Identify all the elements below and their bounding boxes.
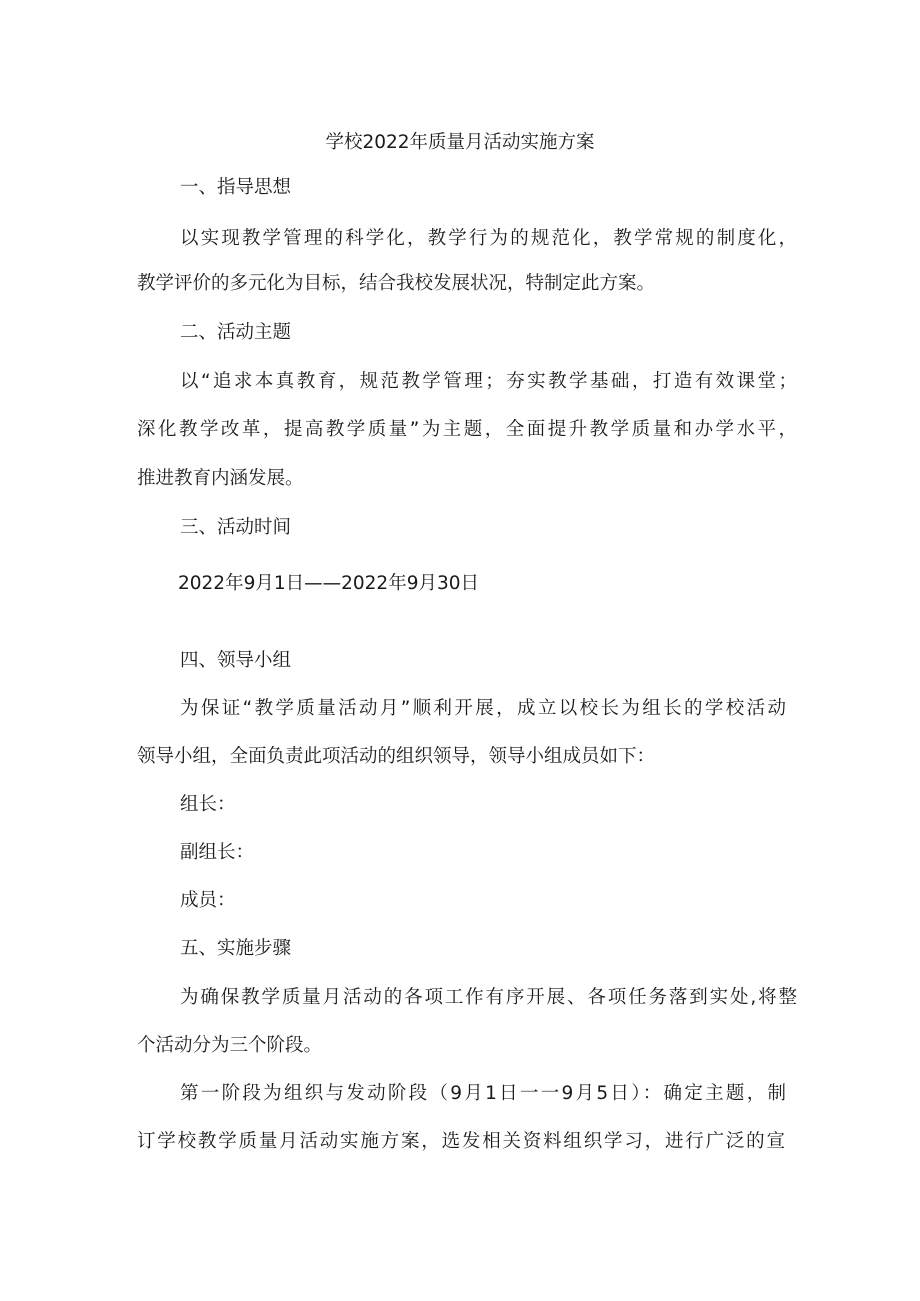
deputy-leader-label: 副组长：: [180, 842, 255, 863]
section-heading-implementation-steps: 五、实施步骤: [180, 938, 292, 959]
activity-date-range: 2022年9月1日——2022年9月30日: [178, 573, 480, 594]
paragraph-line: 为保证“教学质量活动月”顺利开展，成立以校长为组长的学校活动: [180, 698, 786, 719]
paragraph-line: 推进教育内涵发展。: [137, 468, 304, 489]
paragraph-line: 为确保教学质量月活动的各项工作有序开展、各项任务落到实处,将整: [180, 987, 797, 1008]
paragraph-line: 以“追求本真教育，规范教学管理；夯实教学基础，打造有效课堂；: [180, 371, 797, 392]
paragraph-line: 个活动分为三个阶段。: [137, 1035, 323, 1056]
members-label: 成员：: [180, 890, 236, 911]
document-title: 学校2022年质量月活动实施方案: [325, 132, 595, 153]
section-heading-activity-theme: 二、活动主题: [180, 322, 292, 343]
paragraph-line: 深化教学改革，提高教学质量”为主题，全面提升教学质量和办学水平，: [137, 419, 797, 440]
section-heading-guiding-ideology: 一、指导思想: [180, 177, 292, 198]
section-heading-activity-time: 三、活动时间: [180, 517, 292, 538]
group-leader-label: 组长：: [180, 794, 236, 815]
paragraph-line: 第一阶段为组织与发动阶段（9月1日一一9月5日）：确定主题，制: [180, 1083, 786, 1104]
paragraph-line: 订学校教学质量月活动实施方案，选发相关资料组织学习，进行广泛的宣: [137, 1131, 785, 1152]
paragraph-line: 以实现教学管理的科学化，教学行为的规范化，教学常规的制度化，: [180, 228, 797, 249]
section-heading-leading-group: 四、领导小组: [180, 650, 292, 671]
paragraph-line: 教学评价的多元化为目标，结合我校发展状况，特制定此方案。: [137, 273, 656, 294]
paragraph-line: 领导小组，全面负责此项活动的组织领导，领导小组成员如下：: [137, 746, 656, 767]
